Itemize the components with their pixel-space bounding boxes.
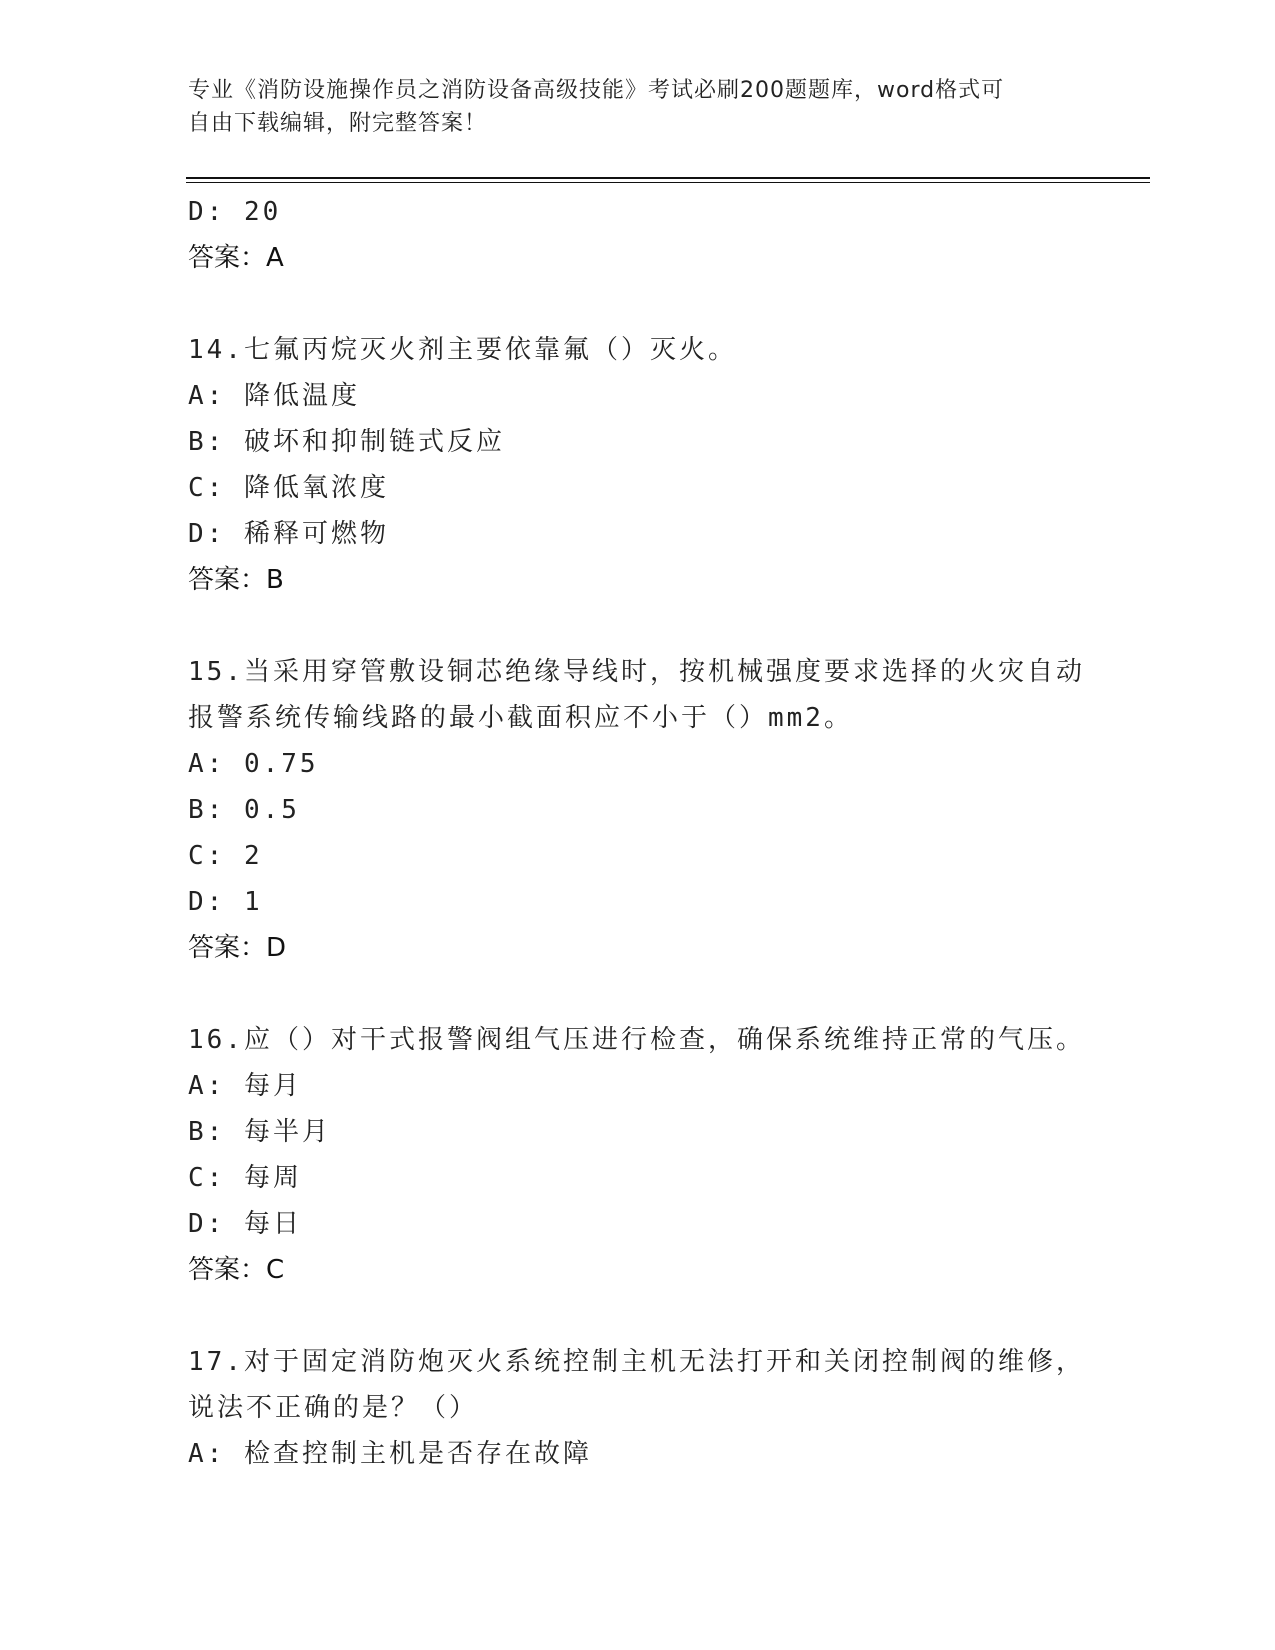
- question-17-option-a: A: 检查控制主机是否存在故障: [188, 1439, 592, 1469]
- question-16-answer: 答案：C: [188, 1255, 285, 1285]
- question-17-stem-line-2: 说法不正确的是？（）: [188, 1393, 479, 1423]
- header-line-1: 专业《消防设施操作员之消防设备高级技能》考试必刷200题题库，word格式可: [188, 78, 1005, 103]
- question-14-option-a: A: 降低温度: [188, 381, 360, 411]
- question-14: [188, 327, 1088, 603]
- question-16: [188, 1017, 1088, 1293]
- question-15-option-b: B: 0.5: [188, 795, 300, 825]
- spacer: [188, 281, 1088, 327]
- page-header: [188, 74, 1088, 140]
- question-17-stem-line-1: 17.对于固定消防炮灭火系统控制主机无法打开和关闭控制阀的维修，: [188, 1347, 1085, 1377]
- question-15-stem-line-2: 报警系统传输线路的最小截面积应不小于（）mm2。: [188, 703, 853, 733]
- header-rule-thick: [186, 177, 1150, 179]
- header-rule-thin: [186, 182, 1150, 183]
- question-15-answer: 答案：D: [188, 933, 287, 963]
- question-16-option-d: D: 每日: [188, 1209, 302, 1239]
- question-14-option-d: D: 稀释可燃物: [188, 519, 389, 549]
- question-14-answer: 答案：B: [188, 565, 284, 595]
- question-15-option-c: C: 2: [188, 841, 263, 871]
- prev-question-option-d: D: 20: [188, 197, 282, 227]
- question-14-stem: 14.七氟丙烷灭火剂主要依靠氟（）灭火。: [188, 335, 737, 365]
- question-15: [188, 649, 1088, 971]
- spacer: [188, 971, 1088, 1017]
- question-16-option-b: B: 每半月: [188, 1117, 331, 1147]
- prev-question-answer: 答案：A: [188, 243, 284, 273]
- question-16-stem: 16.应（）对干式报警阀组气压进行检查，确保系统维持正常的气压。: [188, 1025, 1085, 1055]
- question-14-option-c: C: 降低氧浓度: [188, 473, 389, 503]
- question-15-stem-line-1: 15.当采用穿管敷设铜芯绝缘导线时，按机械强度要求选择的火灾自动: [188, 657, 1085, 687]
- question-14-option-b: B: 破坏和抑制链式反应: [188, 427, 505, 457]
- question-15-option-d: D: 1: [188, 887, 263, 917]
- question-15-option-a: A: 0.75: [188, 749, 319, 779]
- spacer: [188, 603, 1088, 649]
- question-16-option-c: C: 每周: [188, 1163, 302, 1193]
- header-line-2: 自由下载编辑，附完整答案！: [188, 111, 488, 136]
- question-16-option-a: A: 每月: [188, 1071, 302, 1101]
- question-17: [188, 1339, 1088, 1477]
- spacer: [188, 1293, 1088, 1339]
- document-body: [188, 189, 1088, 1477]
